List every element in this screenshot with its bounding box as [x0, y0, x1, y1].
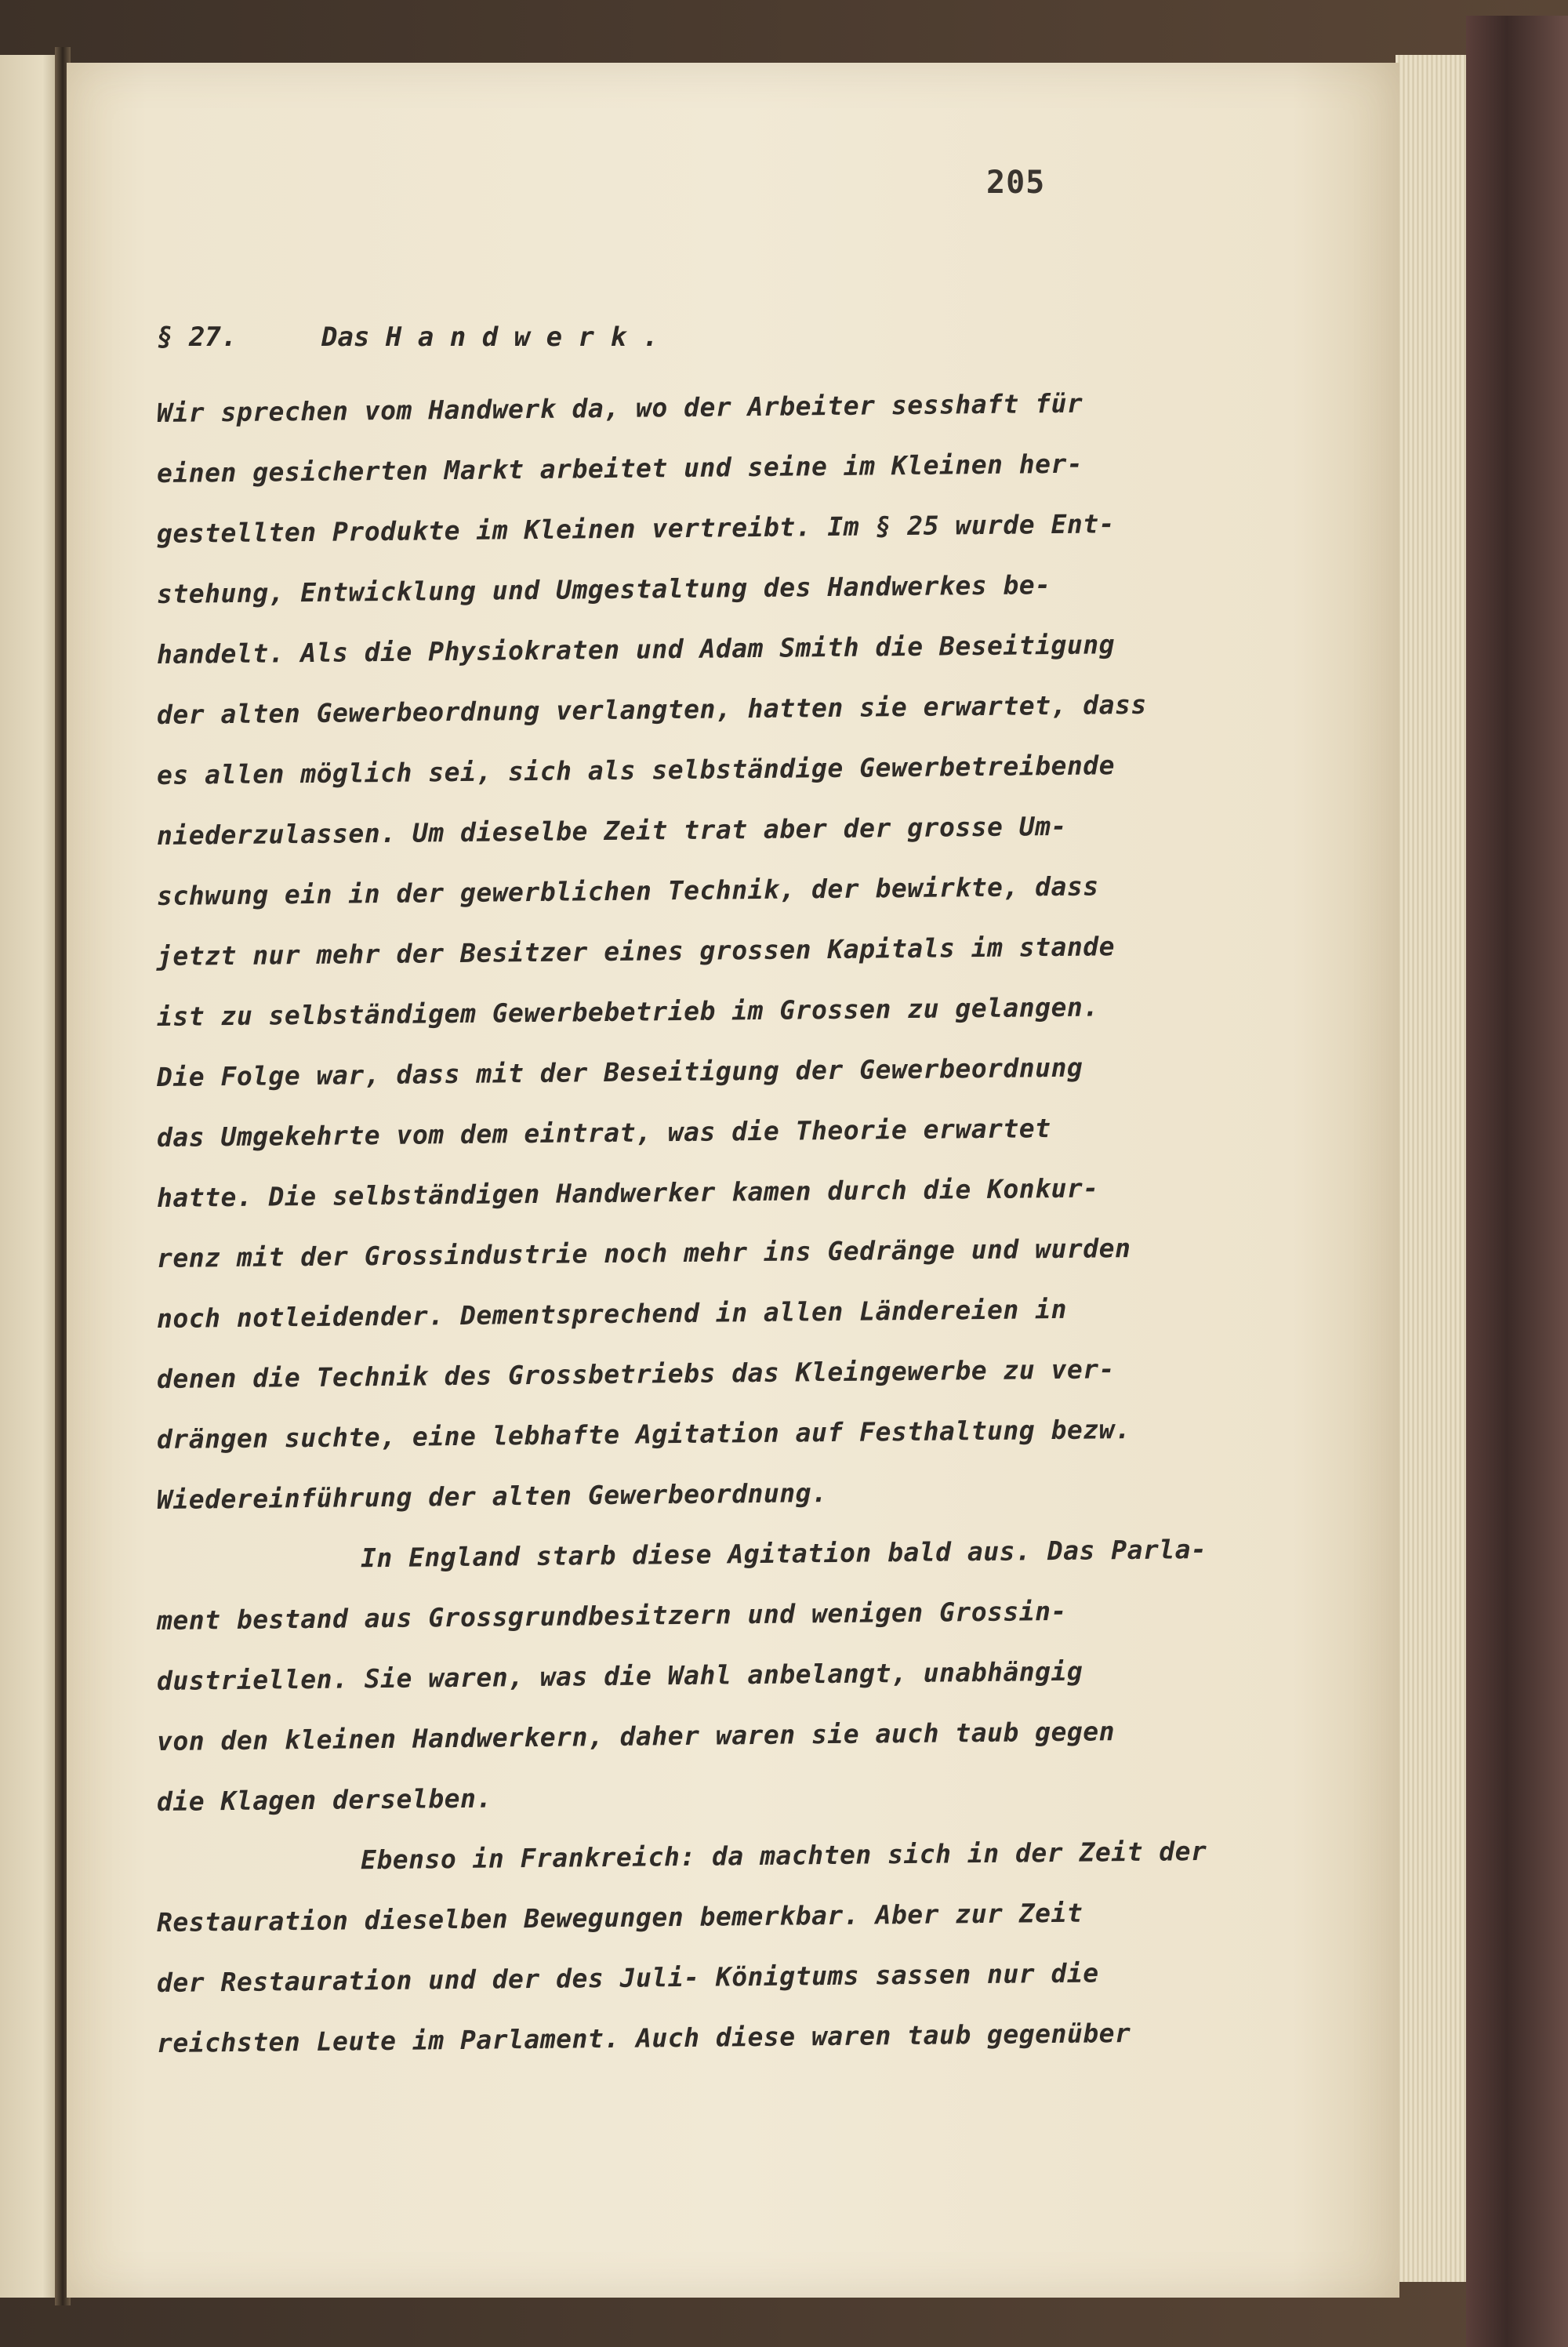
text-line: von den kleinen Handwerkern, daher waren sie auch taub gegen [156, 1716, 1116, 1757]
text-line: ment bestand aus Grossgrundbesitzern und wenigen Grossin- [156, 1595, 1068, 1636]
text-line: der Restauration und der des Juli- Königtums sassen nur die [156, 1957, 1099, 1998]
page-number: 205 [986, 165, 1046, 201]
text-line: stehung, Entwicklung und Umgestaltung des Handwerkes be- [156, 569, 1051, 609]
text-line: gestellten Produkte im Kleinen vertreibt. Im § 25 wurde Ent- [156, 508, 1116, 549]
text-line: drängen suchte, eine lebhafte Agitation auf Festhaltung bezw. [156, 1413, 1131, 1455]
text-line: ist zu selbständigem Gewerbebetrieb im Grossen zu gelangen. [156, 991, 1099, 1032]
text-line: es allen möglich sei, sich als selbständige Gewerbetreibende [156, 750, 1116, 790]
text-line: niederzulassen. Um dieselbe Zeit trat aber der grosse Um- [156, 810, 1068, 851]
text-line: Restauration dieselben Bewegungen bemerkbar. Aber zur Zeit [156, 1897, 1083, 1938]
text-line: In England starb diese Agitation bald aus. Das Parla- [360, 1533, 1207, 1574]
section-heading [157, 322, 659, 353]
text-line: hatte. Die selbständigen Handwerker kamen durch die Konkur- [156, 1172, 1099, 1213]
paragraph [157, 1530, 1380, 1832]
page-edge-stack [1396, 55, 1474, 2282]
section-title: Das H a n d w e r k . [321, 322, 659, 353]
text-line: einen gesicherten Markt arbeitet und seine im Kleinen her- [156, 448, 1083, 489]
text-line: handelt. Als die Physiokraten und Adam Smith die Beseitigung [156, 629, 1116, 670]
body-text [157, 383, 1380, 2073]
text-line: jetzt nur mehr der Besitzer eines grossen Kapitals im stande [156, 931, 1116, 972]
text-line: denen die Technik des Grossbetriebs das Kleingewerbe zu ver- [156, 1353, 1116, 1394]
section-number: § 27. [157, 322, 238, 353]
text-line: das Umgekehrte vom dem eintrat, was die Theorie erwartet [156, 1113, 1051, 1153]
left-page-edge [0, 55, 61, 2298]
text-line: Die Folge war, dass mit der Beseitigung der Gewerbeordnung [156, 1052, 1083, 1092]
book-cover-edge [1466, 16, 1568, 2347]
text-line: Wiedereinführung der alten Gewerbeordnung. [156, 1477, 828, 1515]
text-line: dustriellen. Sie waren, was die Wahl anbelangt, unabhängig [156, 1655, 1083, 1696]
paragraph [157, 383, 1380, 1530]
text-line: noch notleidender. Dementsprechend in allen Ländereien in [156, 1293, 1068, 1334]
text-line: schwung ein in der gewerblichen Technik, der bewirkte, dass [156, 870, 1099, 911]
text-line: der alten Gewerbeordnung verlangten, hatten sie erwartet, dass [156, 688, 1147, 730]
text-line: Wir sprechen vom Handwerk da, wo der Arbeiter sesshaft für [156, 387, 1083, 428]
text-line: renz mit der Grossindustrie noch mehr ins Gedränge und wurden [156, 1232, 1131, 1273]
text-line: die Klagen derselben. [156, 1782, 492, 1817]
paragraph [157, 1832, 1380, 2073]
text-line: Ebenso in Frankreich: da machten sich in der Zeit der [360, 1835, 1207, 1876]
text-line: reichsten Leute im Parlament. Auch diese waren taub gegenüber [156, 2017, 1131, 2058]
